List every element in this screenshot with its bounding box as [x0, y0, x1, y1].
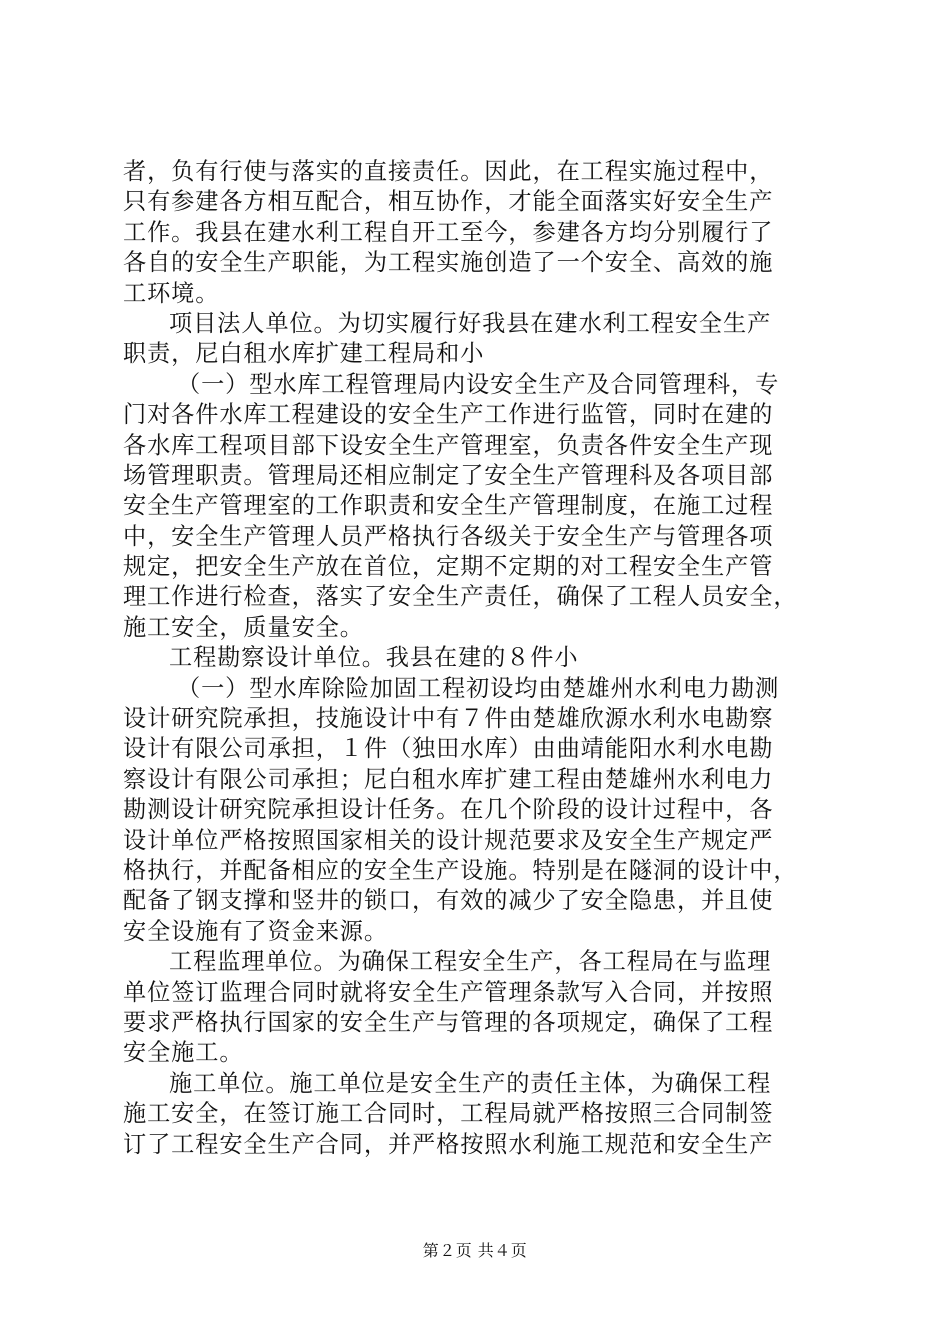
paragraph-start-line: 工程勘察设计单位。我县在建的８件小 [169, 644, 579, 672]
text-line: 安全施工。 [123, 1039, 244, 1067]
text-line: 只有参建各方相互配合，相互协作，才能全面落实好安全生产 [123, 188, 774, 216]
text-line: 配备了钢支撑和竖井的锁口，有效的减少了安全隐患，并且使 [123, 887, 774, 915]
paragraph-start-line: 施工单位。施工单位是安全生产的责任主体，为确保工程 [169, 1069, 772, 1097]
text-line: 设计单位严格按照国家相关的设计规范要求及安全生产规定严 [123, 826, 774, 854]
text-line: 单位签订监理合同时就将安全生产管理条款写入合同，并按照 [123, 978, 774, 1006]
text-line: 职责，尼白租水库扩建工程局和小 [123, 340, 485, 368]
text-line: 施工安全，质量安全。 [123, 613, 364, 641]
text-line: 场管理职责。管理局还相应制定了安全生产管理科及各项目部 [123, 461, 774, 489]
text-line: 订了工程安全生产合同，并严格按照水利施工规范和安全生产 [123, 1130, 774, 1158]
paragraph-start-line: 工程监理单位。为确保工程安全生产，各工程局在与监理 [169, 948, 772, 976]
text-line: 施工安全，在签订施工合同时，工程局就严格按照三合同制签 [123, 1100, 774, 1128]
text-line: 设计研究院承担，技施设计中有７件由楚雄欣源水利水电勘察 [123, 705, 774, 733]
text-line: 各自的安全生产职能，为工程实施创造了一个安全、高效的施 [123, 249, 774, 277]
paragraph-start-line: （一）型水库除险加固工程初设均由楚雄州水利电力勘测 [177, 674, 780, 702]
paragraph-start-line: （一）型水库工程管理局内设安全生产及合同管理科，专 [177, 370, 780, 398]
text-line: 设计有限公司承担，１件（独田水库）由曲靖能阳水利水电勘 [123, 735, 774, 763]
text-line: 各水库工程项目部下设安全生产管理室，负责各件安全生产现 [123, 431, 774, 459]
text-line: 安全生产管理室的工作职责和安全生产管理制度，在施工过程 [123, 492, 774, 520]
text-line: 中，安全生产管理人员严格执行各级关于安全生产与管理各项 [123, 522, 774, 550]
text-line: 工作。我县在建水利工程自开工至今，参建各方均分别履行了 [123, 218, 774, 246]
page-number-footer: 第２页 共４页 [422, 1241, 528, 1260]
text-line: 理工作进行检查，落实了安全生产责任，确保了工程人员安全， [123, 583, 798, 611]
document-body [123, 157, 835, 1160]
text-line: 要求严格执行国家的安全生产与管理的各项规定，确保了工程 [123, 1008, 774, 1036]
text-line: 安全设施有了资金来源。 [123, 917, 388, 945]
text-line: 门对各件水库工程建设的安全生产工作进行监管，同时在建的 [123, 401, 774, 429]
text-line: 勘测设计研究院承担设计任务。在几个阶段的设计过程中，各 [123, 796, 774, 824]
text-line: 者，负有行使与落实的直接责任。因此，在工程实施过程中， [123, 158, 774, 185]
text-line: 格执行，并配备相应的安全生产设施。特别是在隧洞的设计中， [123, 856, 798, 884]
text-line: 察设计有限公司承担；尼白租水库扩建工程由楚雄州水利电力 [123, 765, 774, 793]
paragraph-start-line: 项目法人单位。为切实履行好我县在建水利工程安全生产 [169, 309, 772, 337]
text-line: 工环境。 [123, 279, 220, 307]
text-line: 规定，把安全生产放在首位，定期不定期的对工程安全生产管 [123, 553, 774, 581]
